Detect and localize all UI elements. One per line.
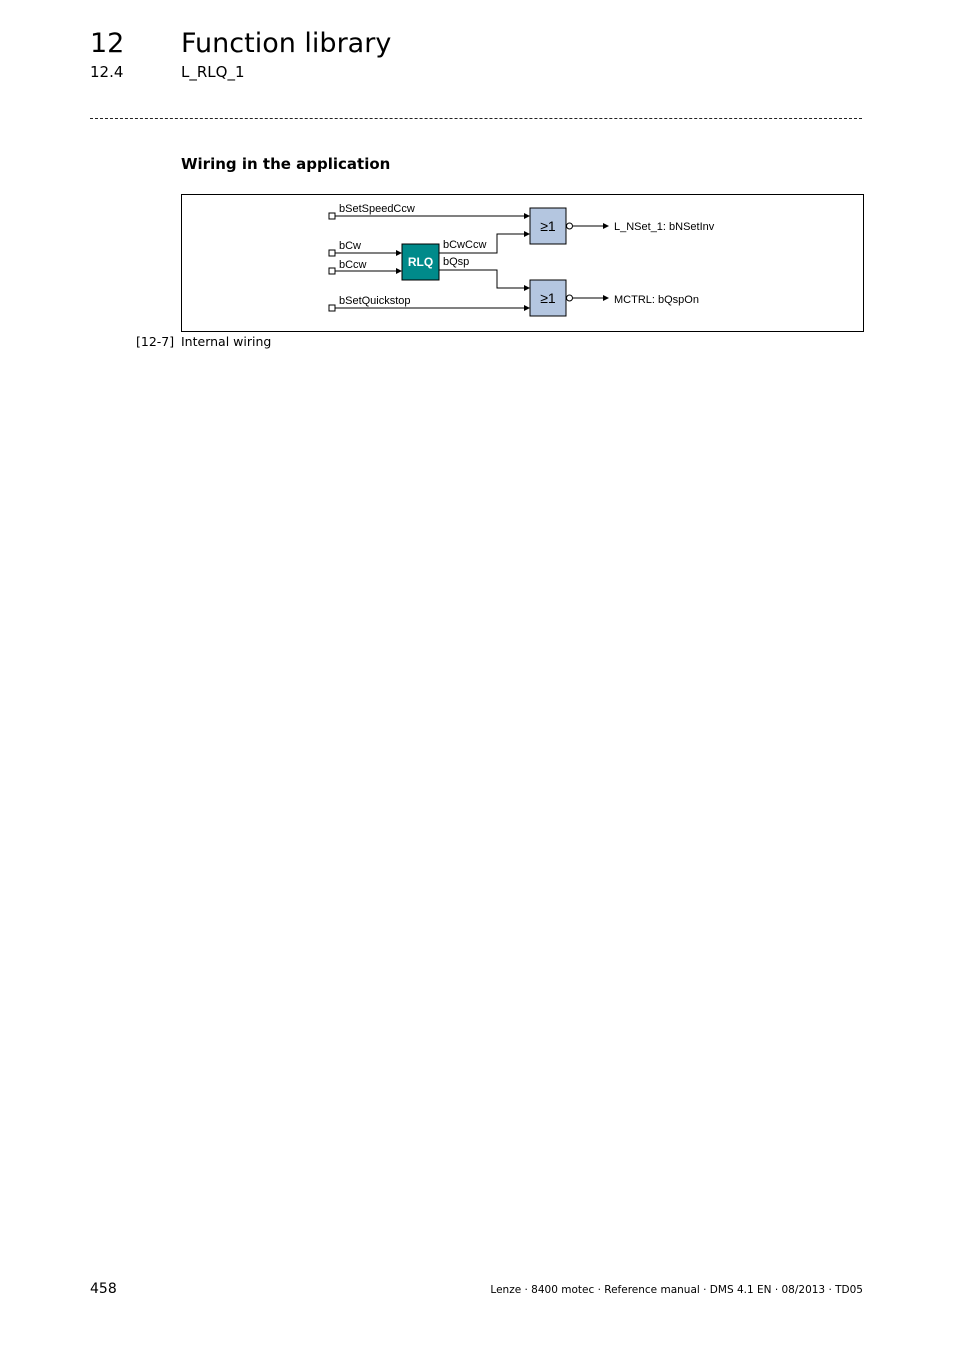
- chapter-number: 12: [90, 28, 125, 59]
- page-number: 458: [90, 1281, 117, 1297]
- section-number: 12.4: [90, 63, 124, 81]
- label-set-speed-ccw: bSetSpeedCcw: [339, 203, 415, 215]
- rlq-block-label: RLQ: [407, 255, 434, 269]
- terminal-set-quickstop: [329, 305, 335, 311]
- terminal-cw: [329, 250, 335, 256]
- terminal-ccw: [329, 268, 335, 274]
- label-cw: bCw: [339, 240, 362, 252]
- label-out-qsp-on: MCTRL: bQspOn: [614, 294, 699, 306]
- subheading: Wiring in the application: [181, 155, 391, 173]
- inverter-bubble-bottom: [567, 295, 573, 301]
- figure-number: [12-7]: [136, 334, 175, 349]
- header-separator: [90, 118, 862, 119]
- label-cwccw: bCwCcw: [443, 239, 487, 251]
- footer-text: Lenze · 8400 motec · Reference manual · DMS 4.1 EN · 08/2013 · TD05: [490, 1284, 863, 1296]
- wiring-diagram: [181, 194, 864, 332]
- inverter-bubble-top: [567, 223, 573, 229]
- label-set-quickstop: bSetQuickstop: [339, 295, 411, 307]
- diagram-frame: [182, 195, 864, 332]
- terminal-set-speed-ccw: [329, 213, 335, 219]
- chapter-title: Function library: [181, 28, 392, 59]
- or-gate-top-label: ≥1: [540, 218, 556, 234]
- label-out-nset-inv: L_NSet_1: bNSetInv: [614, 221, 715, 233]
- label-qsp: bQsp: [443, 256, 470, 268]
- section-title: L_RLQ_1: [181, 63, 245, 81]
- figure-caption: Internal wiring: [181, 334, 272, 349]
- label-ccw: bCcw: [339, 259, 367, 271]
- or-gate-bottom-label: ≥1: [540, 290, 556, 306]
